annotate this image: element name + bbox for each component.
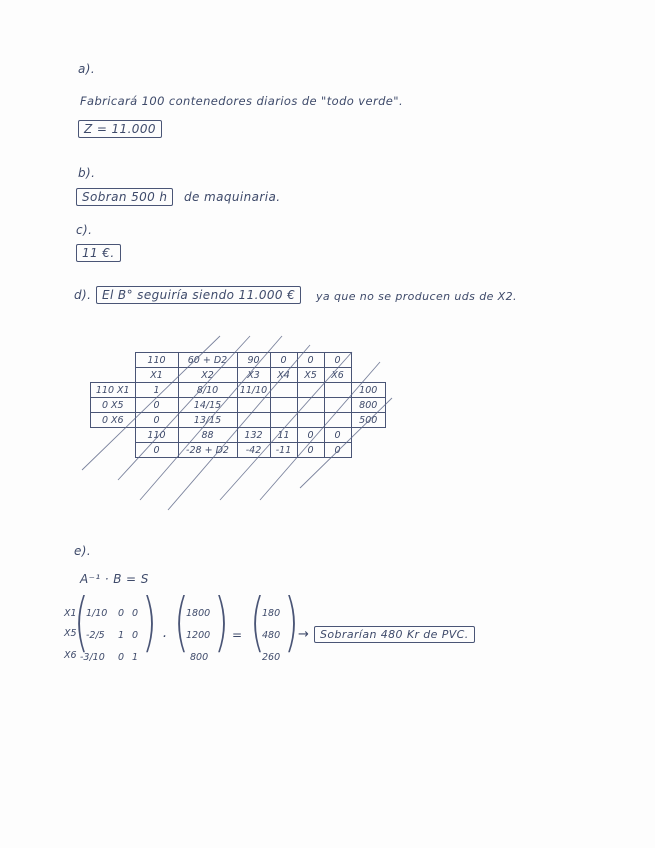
tableau-cell: 0 [297, 428, 324, 443]
row-label-x5: X5 [64, 628, 77, 639]
tableau-cell: 0 [297, 443, 324, 458]
tableau-cell: 11/10 [237, 383, 270, 398]
vector-cell: 260 [262, 652, 281, 663]
row-label-x1: X1 [64, 608, 77, 619]
coef-x2: 60 + D2 [178, 353, 237, 368]
matrix-cell: -2/5 [86, 630, 105, 641]
section-c-label: c). [76, 223, 93, 237]
right-paren: ) [214, 584, 229, 660]
left-paren: ( [174, 584, 189, 660]
var-x2: X2 [178, 368, 237, 383]
section-b-label: b). [78, 166, 96, 180]
section-d-result: El B° seguiría siendo 11.000 € [96, 286, 301, 304]
coef-x4: 0 [270, 353, 297, 368]
left-paren: ( [74, 584, 89, 660]
row-label-x6: X6 [64, 650, 77, 661]
rhs-cell: 500 [351, 413, 386, 428]
multiply-dot: · [162, 629, 167, 645]
right-paren: ) [284, 584, 299, 660]
section-a-result: Z = 11.000 [78, 120, 162, 138]
matrix-cell: 0 [132, 608, 139, 619]
var-x1: X1 [135, 368, 178, 383]
tableau-cell: 8/10 [178, 383, 237, 398]
section-c-result: 11 €. [76, 244, 121, 262]
tableau-cell: -28 + D2 [178, 443, 237, 458]
vector-cell: 480 [262, 630, 281, 641]
vector-cell: 1200 [186, 630, 211, 641]
var-x4: X4 [270, 368, 297, 383]
tableau-cell: 14/15 [178, 398, 237, 413]
tableau-cell: 11 [270, 428, 297, 443]
section-b-result: Sobran 500 h [76, 188, 173, 206]
matrix-cell: -3/10 [80, 652, 105, 663]
tableau-cell: 132 [237, 428, 270, 443]
basis-cell: 110 X1 [91, 383, 136, 398]
tableau-cell: 0 [135, 413, 178, 428]
vector-cell: 1800 [186, 608, 211, 619]
coef-x6: 0 [324, 353, 351, 368]
var-x3: X3 [237, 368, 270, 383]
section-e-formula: A⁻¹ · B = S [80, 572, 149, 586]
var-x6: X6 [324, 368, 351, 383]
tableau-cell: 0 [324, 428, 351, 443]
basis-cell: 0 X5 [91, 398, 136, 413]
vector-cell: 180 [262, 608, 281, 619]
section-e-result: Sobrarían 480 Kr de PVC. [314, 626, 475, 643]
coef-x5: 0 [297, 353, 324, 368]
coef-x3: 90 [237, 353, 270, 368]
matrix-cell: 1 [118, 630, 125, 641]
section-a-sentence: Fabricará 100 contenedores diarios de "todo verde". [80, 94, 404, 108]
section-d-suffix: ya que no se producen uds de X2. [316, 290, 517, 303]
right-paren: ) [142, 584, 157, 660]
basis-cell: 0 X6 [91, 413, 136, 428]
tableau-cell: -11 [270, 443, 297, 458]
tableau-cell: 0 [324, 443, 351, 458]
arrow-icon: → [298, 627, 309, 642]
tableau-cell: 0 [135, 443, 178, 458]
rhs-cell: 100 [351, 383, 386, 398]
tableau-cell: 88 [178, 428, 237, 443]
matrix-cell: 1/10 [86, 608, 108, 619]
matrix-cell: 0 [118, 608, 125, 619]
tableau-cell: 110 [135, 428, 178, 443]
var-x5: X5 [297, 368, 324, 383]
section-b-suffix: de maquinaria. [184, 190, 281, 204]
matrix-cell: 1 [132, 652, 139, 663]
matrix-cell: 0 [118, 652, 125, 663]
section-e-label: e). [74, 544, 92, 558]
section-d-label: d). [74, 288, 92, 302]
tableau-cell: 0 [135, 398, 178, 413]
rhs-cell: 800 [351, 398, 386, 413]
coef-x1: 110 [135, 353, 178, 368]
matrix-cell: 0 [132, 630, 139, 641]
vector-cell: 800 [190, 652, 209, 663]
tableau-cell: 1 [135, 383, 178, 398]
equals-sign: = [232, 628, 243, 642]
tableau-cell: -42 [237, 443, 270, 458]
left-paren: ( [250, 584, 265, 660]
tableau-cell: 13/15 [178, 413, 237, 428]
section-a-label: a). [78, 62, 96, 76]
